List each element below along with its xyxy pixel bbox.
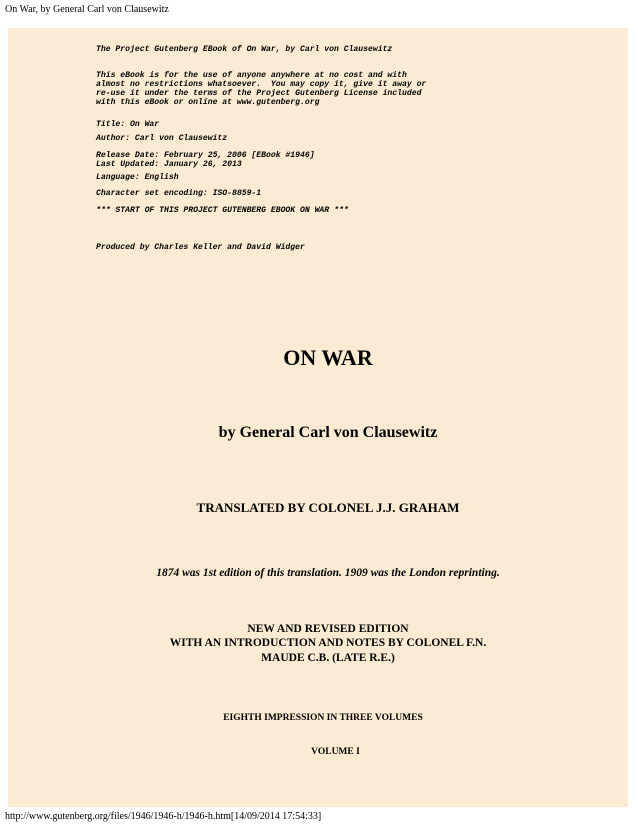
print-footer-url: http://www.gutenberg.org/files/1946/1946-h/1946-h.htm[14/09/2014 17:54:33] [5,811,322,822]
book-title: ON WAR [283,345,373,370]
print-header: On War, by General Carl von Clausewitz [5,4,169,15]
revised-edition-line: MAUDE C.B. (LATE R.E.) [261,652,395,664]
translator-line: TRANSLATED BY COLONEL J.J. GRAHAM [196,500,460,515]
produced-by: Produced by Charles Keller and David Widger [96,243,305,252]
license-line: This eBook is for the use of anyone anywhere at no cost and with [96,71,407,80]
license-line: with this eBook or online at www.gutenberg.org [96,98,320,107]
meta-title: Title: On War [96,120,160,129]
book-author: by General Carl von Clausewitz [218,424,438,441]
edition-note: 1874 was 1st edition of this translation. 1909 was the London reprinting. [156,567,500,579]
start-marker: *** START OF THIS PROJECT GUTENBERG EBOOK ON WAR *** [96,206,349,215]
meta-author: Author: Carl von Clausewitz [96,134,228,143]
book-page [8,28,628,807]
impression-line: EIGHTH IMPRESSION IN THREE VOLUMES [223,713,423,723]
revised-edition-line: NEW AND REVISED EDITION [247,623,409,635]
meta-last-updated: Last Updated: January 26, 2013 [96,160,242,169]
license-line: re-use it under the terms of the Project Gutenberg License included [96,89,422,98]
meta-encoding: Character set encoding: ISO-8859-1 [96,189,262,198]
volume-line: VOLUME I [311,747,360,757]
meta-release-date: Release Date: February 25, 2006 [EBook #1946] [96,151,315,160]
gutenberg-intro: The Project Gutenberg EBook of On War, by Carl von Clausewitz [96,45,393,54]
revised-edition-line: WITH AN INTRODUCTION AND NOTES BY COLONEL F.N. [169,637,487,649]
license-line: almost no restrictions whatsoever. You may copy it, give it away or [96,80,427,89]
meta-language: Language: English [96,173,179,182]
